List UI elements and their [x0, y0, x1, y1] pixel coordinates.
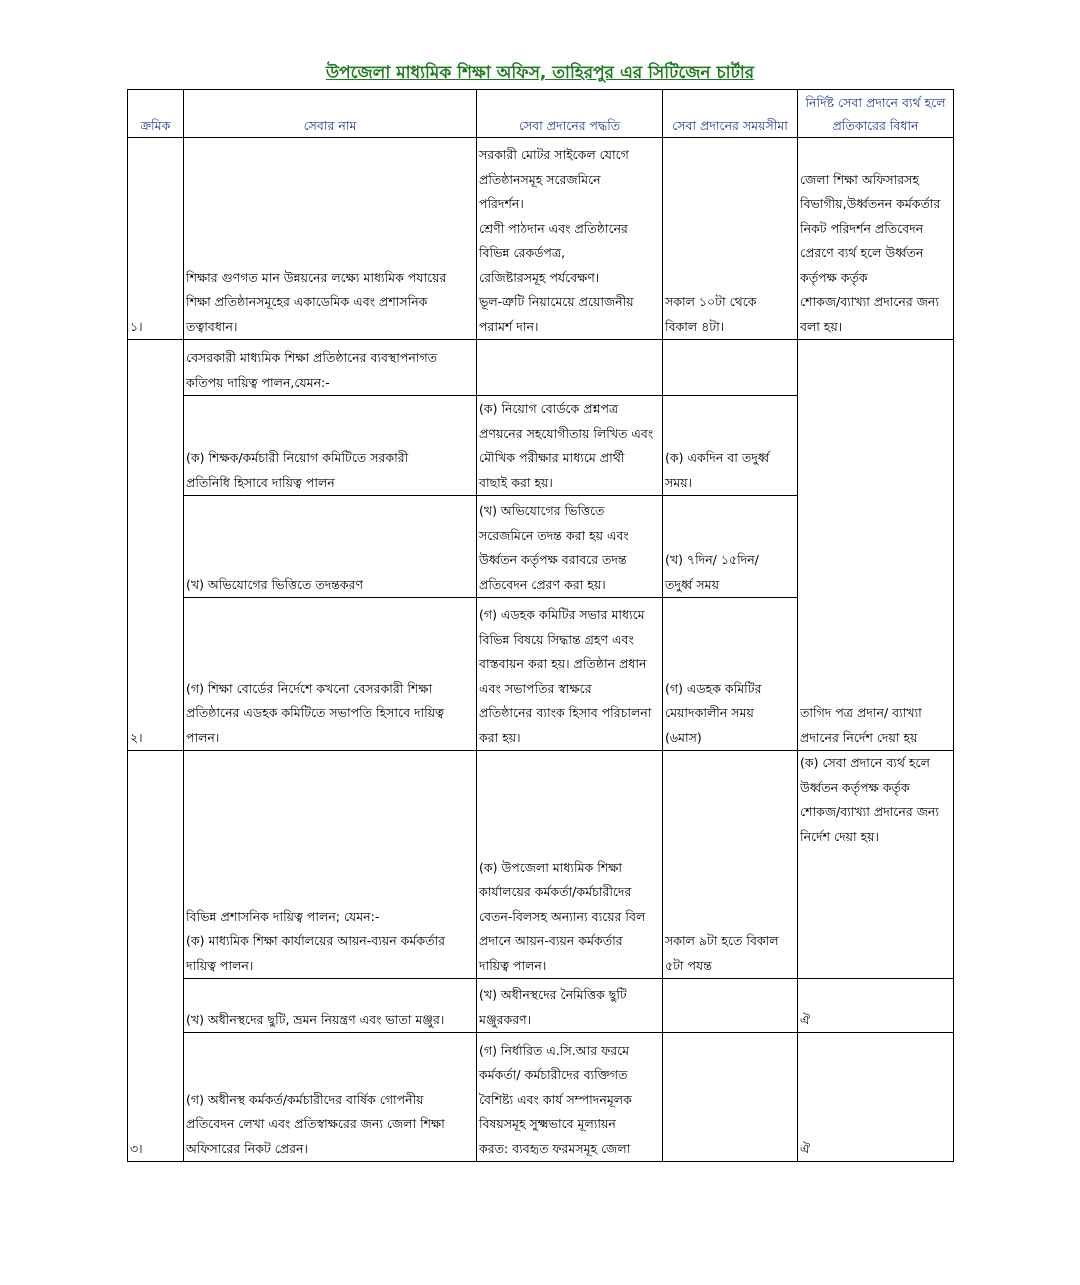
text-line: তত্বাবধান।	[186, 318, 238, 334]
text-line: বিভিন্ন প্রশাসনিক দায়িত্ব পালন; যেমন:-	[186, 908, 380, 924]
table-row	[128, 751, 954, 979]
text-line: প্রতিষ্ঠানের এডহক কমিটিতে সভাপতি হিসাবে দায়িত্ব	[186, 705, 445, 720]
text-line: প্রতিবেদন প্রেরণ করা হয়।	[479, 576, 606, 592]
row-serial: ২।	[128, 340, 184, 751]
text-line: অফিসারের নিকট প্রেরন।	[186, 1140, 308, 1156]
text-line: প্রতিনিধি হিসাবে দায়িত্ব পালন	[186, 474, 335, 490]
text-line: বিভাগীয়,উর্ধ্বতনন কর্মকর্তার	[800, 196, 941, 211]
header-row	[128, 90, 954, 138]
method-cell	[477, 1033, 663, 1162]
text-line: নিকট পরিদর্শন প্রতিবেদন	[800, 220, 924, 236]
method-cell	[477, 138, 663, 340]
remedy-cell	[798, 138, 954, 340]
text-line: (ক) উপজেলা মাধ্যমিক শিক্ষা	[479, 859, 622, 875]
text-line: (খ) অভিযোগের ভিত্তিতে	[479, 503, 605, 518]
service-name-cell	[184, 751, 477, 979]
text-line: পরিদর্শন।	[479, 196, 524, 211]
time-limit-cell	[663, 496, 798, 598]
header-method: সেবা প্রদানের পদ্ধতি	[477, 90, 663, 138]
service-name-cell	[184, 496, 477, 598]
service-name-cell	[184, 396, 477, 496]
text-line: জেলা শিক্ষা অফিসারসহ	[800, 171, 919, 187]
remedy-cell	[798, 751, 954, 979]
text-line: শোকজ/ব্যাখ্যা প্রদানের জন্য	[800, 804, 939, 819]
text-line: বাস্তবায়ন করা হয়। প্রতিষ্ঠান প্রধান	[479, 656, 647, 671]
text-line: প্রেরণে ব্যর্থ হলে উর্ধ্বতন	[800, 245, 924, 260]
service-name-cell	[184, 979, 477, 1033]
text-line: ৫টা পযন্ত	[665, 957, 712, 973]
text-line: বিভিন্ন রেকর্ডপত্র,	[479, 245, 566, 260]
remedy-cell: ঐ	[798, 979, 954, 1033]
text-line: উর্ধ্বতন কর্তৃপক্ষ কর্তৃক	[800, 779, 910, 795]
time-limit-cell	[663, 138, 798, 340]
text-line: বিভিন্ন বিষয়ে সিদ্ধান্ত গ্রহণ এবং	[479, 631, 634, 647]
text-line: প্রদানের নির্দেশ দেয়া হয়	[800, 729, 918, 745]
time-limit-cell	[663, 598, 798, 751]
citizen-charter-table	[127, 89, 954, 1162]
text-line: নির্দেশ দেয়া হয়।	[800, 828, 879, 844]
text-line: ভূল-ত্রুটি নিয়ামেয়ে প্রয়োজনীয়	[479, 294, 634, 309]
text-line: সকাল ১০টা থেকে	[665, 294, 757, 309]
time-limit-cell	[663, 979, 798, 1033]
remedy-cell	[798, 340, 954, 751]
text-line: (ক) নিয়োগ বোর্ডকে প্রশ্নপত্র	[479, 401, 619, 416]
text-line: (খ) অধীনস্থদের ছুটি, ভ্রমন নিয়ন্ত্রণ এবং ভাতা মঞ্জুর।	[186, 1011, 445, 1027]
text-line: রেজিষ্টারসমূহ পর্যবেক্ষণ।	[479, 269, 600, 285]
text-line: সরকারী মোটর সাইকেল যোগে	[479, 147, 629, 162]
text-line: করত: ব্যবহৃত ফরমসমূহ জেলা	[479, 1140, 631, 1156]
text-line: প্রণয়নের সহযোগীতায় লিখিত এবং	[479, 425, 654, 441]
text-line: বেসরকারী মাধ্যমিক শিক্ষা প্রতিষ্ঠানের ব্যবস্থাপনাগত	[186, 350, 438, 365]
text-line: (গ) অধীনস্থ কর্মকর্ত/কর্মচারীদের বার্ষিক গোপনীয়	[186, 1091, 424, 1107]
text-line: বেতন-বিলসহ অন্যান্য ব্যয়ের বিল	[479, 908, 646, 924]
text-line: বিষয়সমূহ সুক্ষ্মভাবে মূল্যায়ন	[479, 1116, 616, 1131]
header-remedy-line: প্রতিকারের বিধান	[832, 118, 919, 133]
method-cell	[477, 496, 663, 598]
table-row	[128, 138, 954, 340]
text-line: (ক) শিক্ষক/কর্মচারী নিয়োগ কমিটিতে সরকারী	[186, 450, 409, 465]
text-line: (গ) শিক্ষা বোর্ডের নির্দেশে কখনো বেসরকারী শিক্ষা	[186, 680, 433, 696]
time-limit-cell	[663, 396, 798, 496]
header-serial: ক্রমিক	[128, 90, 184, 138]
text-line: (ক) সেবা প্রদানে ব্যর্থ হলে	[800, 755, 930, 770]
text-line: কতিপয় দায়িত্ব পালন,যেমন:-	[186, 374, 330, 390]
text-line: শিক্ষা প্রতিষ্ঠানসমূহের একাডেমিক এবং প্রশাসনিক	[186, 294, 428, 309]
text-line: বিকাল ৪টা।	[665, 318, 725, 334]
page-title: উপজেলা মাধ্যমিক শিক্ষা অফিস, তাহিরপুর এর সিটিজেন চার্টার	[325, 63, 755, 83]
table-row	[128, 340, 954, 396]
text-line: প্রতিবেদন লেখা এবং প্রতিস্বাক্ষরের জন্য জেলা শিক্ষা	[186, 1116, 445, 1131]
text-line: বলা হয়।	[800, 318, 843, 334]
method-cell	[477, 598, 663, 751]
method-cell	[477, 396, 663, 496]
text-line: মেয়াদকালীন সময়	[665, 705, 754, 720]
text-line: (৬মাস)	[665, 729, 702, 745]
text-line: প্রতিষ্ঠানের ব্যাংক হিসাব পরিচালনা	[479, 705, 652, 720]
header-service-name: সেবার নাম	[184, 90, 477, 138]
header-remedy-line: নির্দিষ্ট সেবা প্রদানে ব্যর্থ হলে	[805, 95, 946, 110]
text-line: (খ) অভিযোগের ভিত্তিতে তদন্তকরণ	[186, 576, 364, 592]
text-line: কর্তৃপক্ষ কর্তৃক	[800, 269, 868, 285]
text-line: দায়িত্ব পালন।	[479, 957, 547, 973]
text-line: পরামর্শ দান।	[479, 318, 539, 334]
time-limit-cell	[663, 751, 798, 979]
table-row	[128, 979, 954, 1033]
service-name-cell	[184, 598, 477, 751]
text-line: তাগিদ পত্র প্রদান/ ব্যাখ্যা	[800, 705, 922, 720]
text-line: কার্যালয়ের কর্মকর্তা/কর্মচারীদের	[479, 884, 632, 899]
text-line: (গ) এডহক কমিটির	[665, 680, 762, 696]
text-line: (খ) অধীনস্থদের নৈমিত্তিক ছুটি	[479, 987, 627, 1002]
text-line: প্রদানে আয়ন-ব্যয়ন কর্মকর্তার	[479, 933, 623, 948]
text-line: শ্রেণী পাঠদান এবং প্রতিষ্ঠানের	[479, 220, 628, 236]
text-line: সকাল ৯টা হতে বিকাল	[665, 933, 779, 948]
text-line: কর্মকর্তা/ কর্মচারীদের ব্যক্তিগত	[479, 1067, 628, 1082]
text-line: প্রতিষ্ঠানসমূহ সরেজমিনে	[479, 171, 601, 187]
service-name-cell	[184, 340, 477, 396]
method-cell	[477, 979, 663, 1033]
text-line: করা হয়।	[479, 729, 521, 745]
text-line: এবং সভাপতির স্বাক্ষরে	[479, 680, 592, 696]
text-line: তদুর্ধ্ব সময়	[665, 576, 719, 592]
method-cell	[477, 751, 663, 979]
text-line: (ক) মাধ্যমিক শিক্ষা কার্যালয়ের আয়ন-ব্যয়ন কর্মকর্তার	[186, 933, 445, 948]
text-line: উর্ধ্বতন কর্তৃপক্ষ বরাবরে তদন্ত	[479, 552, 627, 567]
text-line: পালন।	[186, 729, 220, 745]
text-line: মৌখিক পরীক্ষার মাধ্যমে প্রার্থী	[479, 450, 625, 465]
text-line: শোকজ/ব্যাখ্যা প্রদানের জন্য	[800, 294, 939, 309]
row-serial: ৩।	[128, 751, 184, 1162]
text-line: (গ) এডহক কমিটির সভার মাধ্যমে	[479, 607, 645, 622]
text-line: (গ) নির্ধারিত এ.সি.আর ফরমে	[479, 1042, 630, 1058]
time-limit-cell	[663, 340, 798, 396]
header-time-limit: সেবা প্রদানের সময়সীমা	[663, 90, 798, 138]
text-line: সরেজমিনে তদন্ত করা হয় এবং	[479, 527, 629, 543]
service-name-cell	[184, 138, 477, 340]
header-remedy	[798, 90, 954, 138]
method-cell	[477, 340, 663, 396]
text-line: (খ) ৭দিন/ ১৫দিন/	[665, 552, 759, 567]
text-line: মঞ্জুরকরণ।	[479, 1011, 532, 1027]
text-line: বাছাই করা হয়।	[479, 474, 553, 490]
text-line: (ক) একদিন বা তদুর্ধ্ব	[665, 450, 770, 465]
text-line: সময়।	[665, 474, 693, 490]
service-name-cell	[184, 1033, 477, 1162]
text-line: দায়িত্ব পালন।	[186, 957, 254, 973]
row-serial: ১।	[128, 138, 184, 340]
text-line: বৈশিষ্ট্য এবং কার্য সম্পাদনমূলক	[479, 1091, 632, 1107]
time-limit-cell	[663, 1033, 798, 1162]
remedy-cell: ঐ	[798, 1033, 954, 1162]
table-row	[128, 1033, 954, 1162]
text-line: শিক্ষার গুণগত মান উন্নয়নের লক্ষ্যে মাধ্যমিক পযায়ের	[186, 269, 447, 285]
